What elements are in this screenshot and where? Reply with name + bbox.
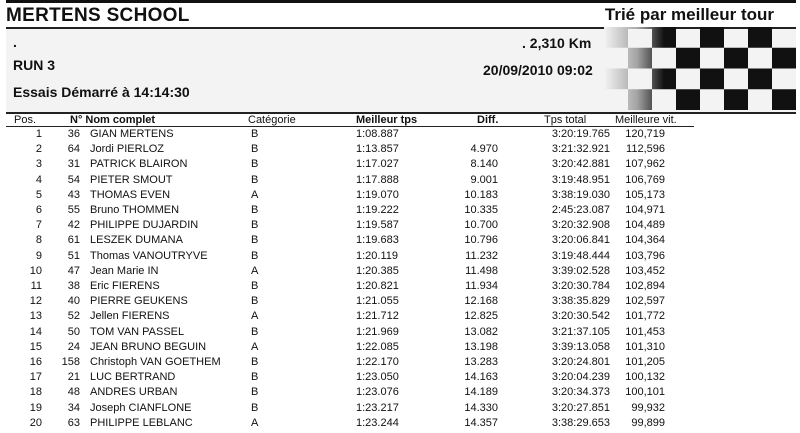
category-cell: A bbox=[251, 340, 259, 353]
best-time-cell: 1:17.027 bbox=[356, 158, 399, 171]
diff-cell: 13.283 bbox=[464, 356, 498, 368]
diff-cell: 11.232 bbox=[465, 249, 498, 262]
category-cell: B bbox=[251, 158, 259, 171]
number-cell: 24 bbox=[67, 340, 80, 353]
total-time-cell: 3:20:04.239 bbox=[551, 371, 610, 384]
position-cell: 8 bbox=[35, 234, 42, 247]
top-rule bbox=[6, 0, 796, 3]
diff-cell: 13.198 bbox=[464, 340, 498, 353]
column-header-diff: Diff. bbox=[477, 114, 499, 126]
category-cell: B bbox=[251, 128, 259, 140]
diff-cell: 14.357 bbox=[464, 416, 498, 429]
total-time-cell: 3:20:19.765 bbox=[551, 128, 610, 140]
number-cell: 31 bbox=[67, 158, 80, 171]
column-header-best-time: Meilleur tps bbox=[356, 114, 418, 126]
name-cell: PHILIPPE DUJARDIN bbox=[90, 219, 199, 232]
speed-cell: 100,132 bbox=[625, 371, 665, 384]
school-title: MERTENS SCHOOL bbox=[6, 5, 190, 26]
diff-cell: 13.082 bbox=[464, 325, 498, 338]
diff-cell: 14.330 bbox=[464, 401, 498, 414]
position-cell: 7 bbox=[35, 219, 42, 232]
diff-cell: 11.934 bbox=[465, 280, 498, 292]
number-cell: 55 bbox=[67, 204, 80, 216]
category-cell: B bbox=[251, 401, 259, 414]
name-cell: LUC BERTRAND bbox=[90, 371, 176, 384]
diff-cell: 12.825 bbox=[464, 310, 498, 323]
number-cell: 36 bbox=[67, 128, 80, 140]
speed-cell: 104,971 bbox=[625, 204, 665, 216]
best-time-cell: 1:22.085 bbox=[356, 340, 399, 353]
position-cell: 2 bbox=[35, 143, 42, 156]
table-row bbox=[0, 234, 800, 250]
best-time-cell: 1:20.119 bbox=[356, 249, 399, 262]
total-time-cell: 3:19:48.951 bbox=[551, 173, 610, 186]
speed-cell: 104,364 bbox=[625, 234, 665, 247]
position-cell: 17 bbox=[29, 371, 42, 384]
name-cell: ANDRES URBAN bbox=[90, 386, 178, 399]
category-cell: A bbox=[251, 416, 259, 429]
speed-cell: 99,899 bbox=[631, 416, 665, 429]
speed-cell: 101,310 bbox=[625, 340, 665, 353]
position-cell: 3 bbox=[35, 158, 42, 171]
category-cell: A bbox=[251, 264, 259, 277]
table-row bbox=[0, 326, 800, 342]
table-row bbox=[0, 219, 800, 235]
flag-square bbox=[772, 48, 796, 69]
total-time-cell: 3:39:13.058 bbox=[551, 340, 610, 353]
total-time-cell: 3:21:32.921 bbox=[551, 143, 610, 156]
best-time-cell: 1:17.888 bbox=[356, 173, 399, 186]
total-time-cell: 2:45:23.087 bbox=[551, 204, 610, 216]
table-row bbox=[0, 341, 800, 357]
speed-cell: 99,932 bbox=[631, 401, 665, 414]
position-cell: 10 bbox=[29, 264, 42, 277]
column-header-number-name: N° Nom complet bbox=[70, 114, 156, 126]
table-row bbox=[0, 280, 800, 296]
number-cell: 52 bbox=[67, 310, 80, 323]
number-cell: 21 bbox=[67, 371, 80, 384]
position-cell: 14 bbox=[29, 325, 42, 338]
position-cell: 15 bbox=[29, 340, 42, 353]
total-time-cell: 3:20:24.801 bbox=[551, 356, 610, 368]
diff-cell: 12.168 bbox=[464, 295, 498, 308]
best-time-cell: 1:19.683 bbox=[356, 234, 399, 247]
report-datetime: 20/09/2010 09:02 bbox=[483, 62, 593, 78]
speed-cell: 107,962 bbox=[625, 158, 665, 171]
total-time-cell: 3:20:34.373 bbox=[551, 386, 610, 399]
total-time-cell: 3:38:29.653 bbox=[551, 416, 610, 429]
total-time-cell: 3:19:48.444 bbox=[551, 249, 610, 262]
table-row bbox=[0, 356, 800, 372]
table-row bbox=[0, 371, 800, 387]
total-time-cell: 3:20:30.784 bbox=[551, 280, 610, 292]
diff-cell: 10.796 bbox=[464, 234, 498, 247]
table-row bbox=[0, 174, 800, 190]
number-cell: 51 bbox=[67, 249, 80, 262]
table-row bbox=[0, 250, 800, 266]
name-cell: Joseph CIANFLONE bbox=[90, 401, 192, 414]
position-cell: 13 bbox=[29, 310, 42, 323]
position-cell: 6 bbox=[35, 204, 42, 216]
speed-cell: 106,769 bbox=[625, 173, 665, 186]
speed-cell: 102,894 bbox=[625, 280, 665, 292]
category-cell: B bbox=[251, 356, 259, 368]
flag-square bbox=[748, 27, 772, 48]
position-cell: 19 bbox=[29, 401, 42, 414]
diff-cell: 8.140 bbox=[470, 158, 498, 171]
name-cell: Jellen FIERENS bbox=[90, 310, 170, 323]
flag-fade bbox=[604, 27, 664, 110]
best-time-cell: 1:19.070 bbox=[356, 188, 399, 201]
column-header-best-speed: Meilleure vit. bbox=[615, 114, 677, 126]
diff-cell: 10.700 bbox=[464, 219, 498, 232]
best-time-cell: 1:08.887 bbox=[356, 128, 399, 140]
number-cell: 47 bbox=[67, 264, 80, 277]
speed-cell: 120,719 bbox=[625, 128, 665, 140]
name-cell: PIETER SMOUT bbox=[90, 173, 173, 186]
name-cell: LESZEK DUMANA bbox=[90, 234, 183, 247]
number-cell: 42 bbox=[67, 219, 80, 232]
best-time-cell: 1:23.050 bbox=[356, 371, 399, 384]
category-cell: B bbox=[251, 325, 259, 338]
category-cell: B bbox=[251, 386, 259, 399]
diff-cell: 10.183 bbox=[464, 188, 498, 201]
table-row bbox=[0, 265, 800, 281]
flag-square bbox=[724, 89, 748, 110]
total-time-cell: 3:39:02.528 bbox=[551, 264, 610, 277]
total-time-cell: 3:20:32.908 bbox=[551, 219, 610, 232]
table-row bbox=[0, 417, 800, 433]
flag-square bbox=[724, 48, 748, 69]
name-cell: Jean Marie IN bbox=[90, 264, 159, 277]
flag-square bbox=[676, 89, 700, 110]
category-cell: B bbox=[251, 173, 259, 186]
name-cell: THOMAS EVEN bbox=[90, 188, 171, 201]
category-cell: B bbox=[251, 249, 259, 262]
name-cell: GIAN MERTENS bbox=[90, 128, 174, 140]
total-time-cell: 3:20:30.542 bbox=[551, 310, 610, 323]
best-time-cell: 1:19.222 bbox=[356, 204, 399, 216]
table-row bbox=[0, 128, 800, 144]
number-cell: 34 bbox=[67, 401, 80, 414]
name-cell: PATRICK BLAIRON bbox=[90, 158, 188, 171]
category-cell: B bbox=[251, 280, 259, 292]
speed-cell: 103,796 bbox=[625, 249, 665, 262]
column-header-pos: Pos. bbox=[14, 114, 37, 126]
position-cell: 12 bbox=[29, 295, 42, 308]
speed-cell: 103,452 bbox=[625, 264, 665, 277]
position-cell: 20 bbox=[29, 416, 42, 429]
speed-cell: 101,205 bbox=[625, 356, 665, 368]
column-header-total-time: Tps total bbox=[544, 114, 587, 126]
best-time-cell: 1:20.821 bbox=[356, 280, 399, 292]
diff-cell: 14.189 bbox=[464, 386, 498, 399]
flag-square bbox=[676, 48, 700, 69]
table-row bbox=[0, 158, 800, 174]
best-time-cell: 1:21.055 bbox=[356, 295, 399, 308]
diff-cell: 14.163 bbox=[464, 371, 498, 384]
speed-cell: 101,453 bbox=[625, 325, 665, 338]
table-row bbox=[0, 295, 800, 311]
total-time-cell: 3:38:19.030 bbox=[551, 188, 610, 201]
table-row bbox=[0, 143, 800, 159]
speed-cell: 101,772 bbox=[625, 310, 665, 323]
total-time-cell: 3:20:27.851 bbox=[551, 401, 610, 414]
sort-label: Trié par meilleur tour bbox=[604, 5, 774, 24]
flag-square bbox=[700, 69, 724, 90]
speed-cell: 112,596 bbox=[626, 143, 665, 156]
position-cell: 5 bbox=[35, 188, 42, 201]
table-row bbox=[0, 189, 800, 205]
best-time-cell: 1:20.385 bbox=[356, 264, 399, 277]
best-time-cell: 1:23.217 bbox=[356, 401, 399, 414]
category-cell: B bbox=[251, 143, 259, 156]
number-cell: 48 bbox=[67, 386, 80, 399]
best-time-cell: 1:21.969 bbox=[356, 325, 399, 338]
name-cell: Eric FIERENS bbox=[90, 280, 160, 292]
number-cell: 158 bbox=[61, 356, 80, 368]
best-time-cell: 1:22.170 bbox=[356, 356, 399, 368]
category-cell: B bbox=[251, 204, 259, 216]
name-cell: Bruno THOMMEN bbox=[90, 204, 180, 216]
total-time-cell: 3:21:37.105 bbox=[551, 325, 610, 338]
diff-cell: 4.970 bbox=[470, 143, 498, 156]
best-time-cell: 1:13.857 bbox=[356, 143, 399, 156]
run-label: RUN 3 bbox=[13, 57, 56, 73]
number-cell: 43 bbox=[67, 188, 80, 201]
number-cell: 40 bbox=[67, 295, 80, 308]
name-cell: Thomas VANOUTRYVE bbox=[90, 249, 208, 262]
category-cell: B bbox=[251, 371, 259, 384]
category-cell: B bbox=[251, 219, 259, 232]
table-row bbox=[0, 204, 800, 220]
name-cell: PHILIPPE LEBLANC bbox=[90, 416, 193, 429]
flag-square bbox=[748, 69, 772, 90]
diff-cell: 9.001 bbox=[470, 173, 498, 186]
speed-cell: 100,101 bbox=[625, 386, 665, 399]
number-cell: 50 bbox=[67, 325, 80, 338]
best-time-cell: 1:23.244 bbox=[356, 416, 399, 429]
position-cell: 16 bbox=[29, 356, 42, 368]
name-cell: TOM VAN PASSEL bbox=[90, 325, 185, 338]
number-cell: 38 bbox=[67, 280, 80, 292]
number-cell: 54 bbox=[67, 173, 80, 186]
name-cell: Jordi PIERLOZ bbox=[90, 143, 164, 156]
location-dot: . bbox=[13, 34, 17, 50]
category-cell: B bbox=[251, 234, 259, 247]
diff-cell: 10.335 bbox=[464, 204, 498, 216]
table-row bbox=[0, 402, 800, 418]
flag-square bbox=[772, 89, 796, 110]
name-cell: PIERRE GEUKENS bbox=[90, 295, 188, 308]
number-cell: 61 bbox=[67, 234, 80, 247]
number-cell: 63 bbox=[67, 416, 80, 429]
column-header-category: Catégorie bbox=[248, 114, 296, 126]
total-time-cell: 3:38:35.829 bbox=[551, 295, 610, 308]
category-cell: A bbox=[251, 188, 259, 201]
position-cell: 9 bbox=[35, 249, 42, 262]
best-time-cell: 1:23.076 bbox=[356, 386, 399, 399]
category-cell: B bbox=[251, 295, 259, 308]
speed-cell: 104,489 bbox=[625, 219, 665, 232]
speed-cell: 105,173 bbox=[625, 188, 665, 201]
position-cell: 11 bbox=[30, 280, 42, 292]
position-cell: 18 bbox=[29, 386, 42, 399]
total-time-cell: 3:20:06.841 bbox=[551, 234, 610, 247]
position-cell: 1 bbox=[35, 128, 42, 140]
category-cell: A bbox=[251, 310, 259, 323]
header-rule bbox=[6, 126, 694, 127]
total-time-cell: 3:20:42.881 bbox=[551, 158, 610, 171]
number-cell: 64 bbox=[67, 143, 80, 156]
table-row bbox=[0, 310, 800, 326]
best-time-cell: 1:21.712 bbox=[356, 310, 399, 323]
name-cell: Christoph VAN GOETHEM bbox=[90, 356, 221, 368]
speed-cell: 102,597 bbox=[625, 295, 665, 308]
best-time-cell: 1:19.587 bbox=[356, 219, 399, 232]
track-distance: . 2,310 Km bbox=[522, 35, 592, 51]
diff-cell: 11.498 bbox=[465, 264, 498, 277]
table-row bbox=[0, 386, 800, 402]
position-cell: 4 bbox=[35, 173, 42, 186]
name-cell: JEAN BRUNO BEGUIN bbox=[90, 340, 207, 353]
session-start-label: Essais Démarré à 14:14:30 bbox=[13, 84, 190, 100]
flag-square bbox=[700, 27, 724, 48]
